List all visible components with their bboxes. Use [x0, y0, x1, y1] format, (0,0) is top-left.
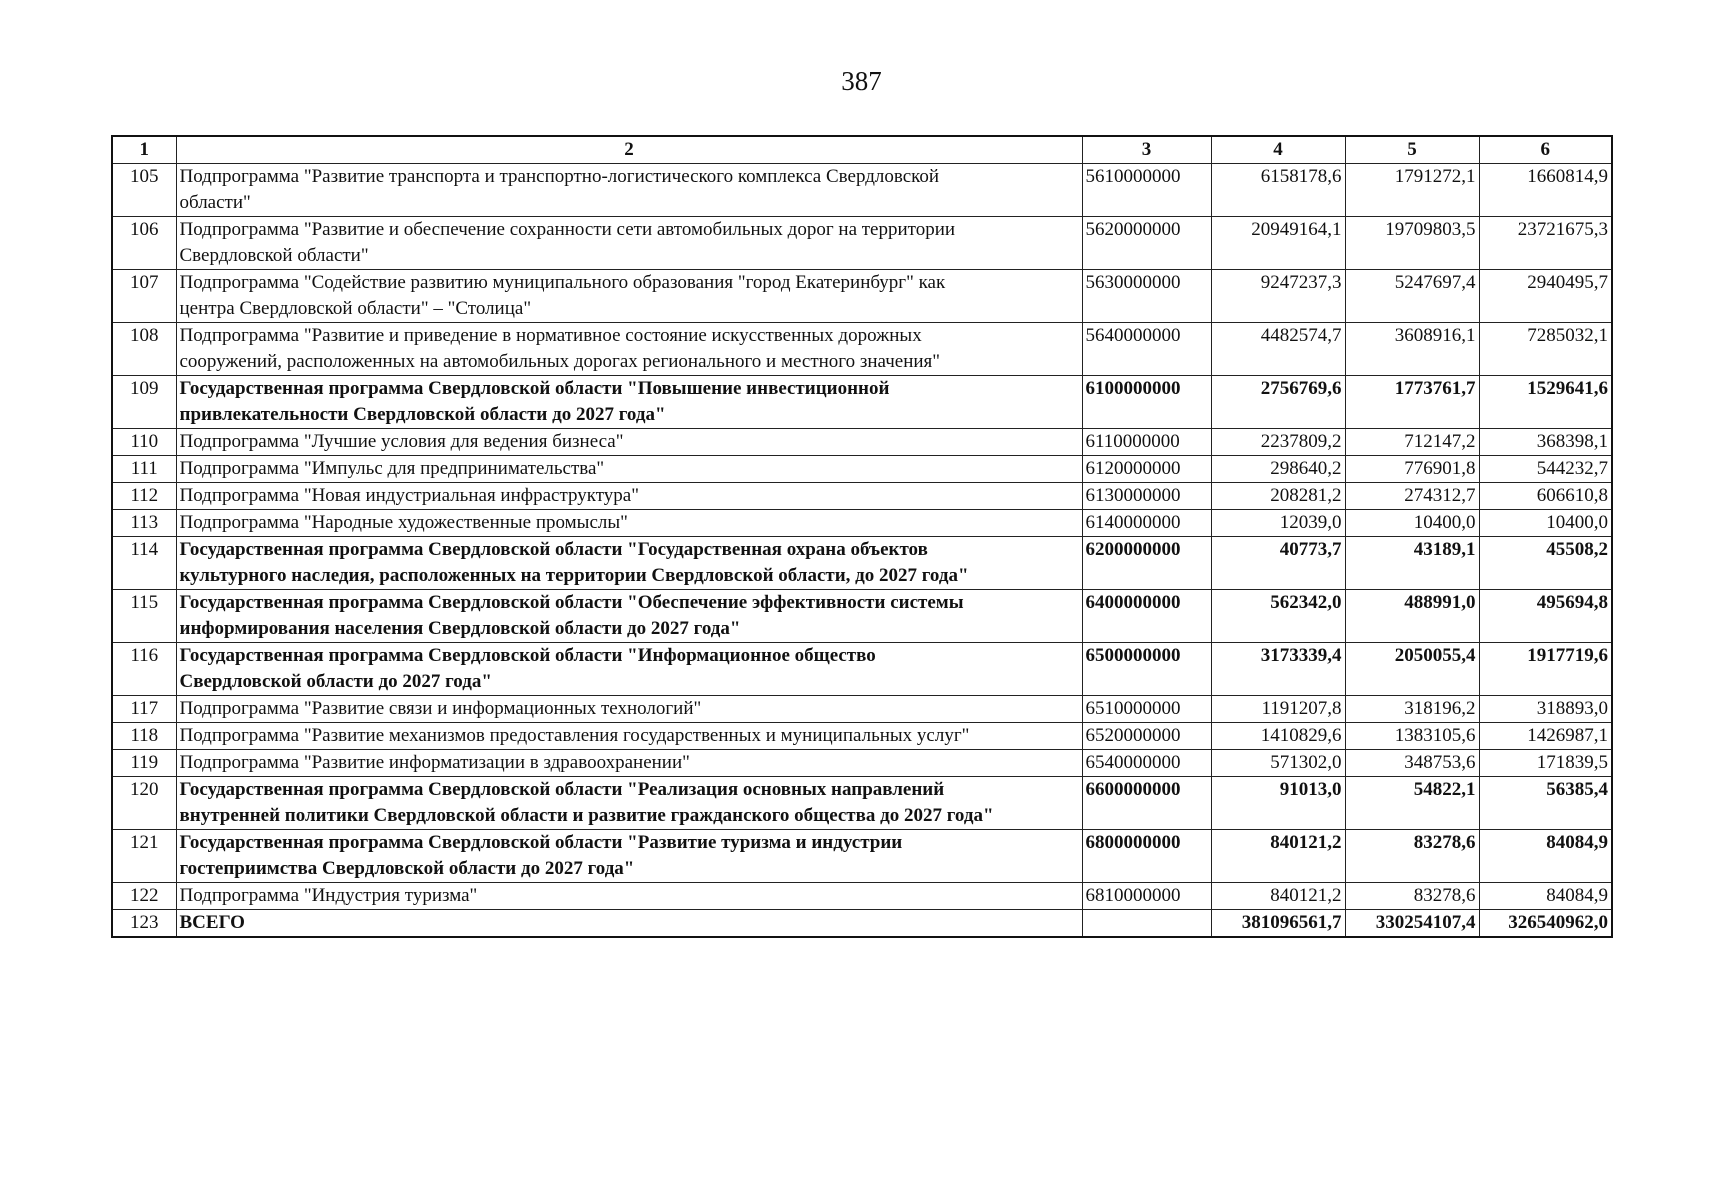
table-row: [112, 323, 1612, 376]
program-name: [176, 164, 1082, 217]
amount-col-6: 171839,5: [1479, 750, 1612, 777]
amount-col-5: 10400,0: [1345, 510, 1479, 537]
amount-col-4: 9247237,3: [1211, 270, 1345, 323]
amount-col-5: 712147,2: [1345, 429, 1479, 456]
amount-col-6: 84084,9: [1479, 830, 1612, 883]
amount-col-4: 840121,2: [1211, 883, 1345, 910]
table-row: [112, 164, 1612, 217]
amount-col-6: 1529641,6: [1479, 376, 1612, 429]
program-name-line: Государственная программа Свердловской области "Обеспечение эффективности системы: [179, 592, 964, 613]
amount-col-4: 40773,7: [1211, 537, 1345, 590]
table-header-row: [112, 136, 1612, 164]
table-row: [112, 910, 1612, 938]
program-name: [176, 217, 1082, 270]
program-name-line: Подпрограмма "Импульс для предпринимательства": [179, 458, 605, 479]
amount-col-5: 83278,6: [1345, 883, 1479, 910]
program-name: [176, 643, 1082, 696]
table-row: [112, 456, 1612, 483]
target-code: 5620000000: [1082, 217, 1211, 270]
row-number: 116: [112, 643, 176, 696]
program-name-line: Государственная программа Свердловской области "Государственная охрана объектов: [179, 539, 928, 560]
amount-col-4: 1191207,8: [1211, 696, 1345, 723]
amount-col-5: 19709803,5: [1345, 217, 1479, 270]
target-code: 6100000000: [1082, 376, 1211, 429]
amount-col-4: 6158178,6: [1211, 164, 1345, 217]
target-code: 6140000000: [1082, 510, 1211, 537]
target-code: 6510000000: [1082, 696, 1211, 723]
program-name-line: Свердловской области": [179, 245, 369, 266]
amount-col-4: 2237809,2: [1211, 429, 1345, 456]
column-header: 1: [112, 136, 176, 164]
program-name: [176, 483, 1082, 510]
program-name: [176, 270, 1082, 323]
amount-col-4: 840121,2: [1211, 830, 1345, 883]
column-header: 3: [1082, 136, 1211, 164]
row-number: 114: [112, 537, 176, 590]
program-name-line: Подпрограмма "Индустрия туризма": [179, 885, 478, 906]
amount-col-4: 20949164,1: [1211, 217, 1345, 270]
row-number: 111: [112, 456, 176, 483]
target-code: 6800000000: [1082, 830, 1211, 883]
target-code: 6110000000: [1082, 429, 1211, 456]
amount-col-4: 3173339,4: [1211, 643, 1345, 696]
row-number: 106: [112, 217, 176, 270]
amount-col-4: 91013,0: [1211, 777, 1345, 830]
amount-col-5: 318196,2: [1345, 696, 1479, 723]
page-number: 387: [841, 66, 882, 96]
budget-table: [111, 135, 1613, 938]
target-code: 5630000000: [1082, 270, 1211, 323]
amount-col-5: 348753,6: [1345, 750, 1479, 777]
amount-col-4: 1410829,6: [1211, 723, 1345, 750]
table-row: [112, 537, 1612, 590]
amount-col-6: 1917719,6: [1479, 643, 1612, 696]
amount-col-5: 2050055,4: [1345, 643, 1479, 696]
amount-col-6: 544232,7: [1479, 456, 1612, 483]
target-code: 6130000000: [1082, 483, 1211, 510]
table-row: [112, 376, 1612, 429]
amount-col-6: 45508,2: [1479, 537, 1612, 590]
row-number: 120: [112, 777, 176, 830]
amount-col-6: 606610,8: [1479, 483, 1612, 510]
table-row: [112, 590, 1612, 643]
amount-col-5: 54822,1: [1345, 777, 1479, 830]
table-row: [112, 723, 1612, 750]
target-code: [1082, 910, 1211, 938]
target-code: 5610000000: [1082, 164, 1211, 217]
amount-col-6: 326540962,0: [1479, 910, 1612, 938]
program-name: [176, 376, 1082, 429]
program-name-line: ВСЕГО: [179, 912, 245, 933]
amount-col-5: 776901,8: [1345, 456, 1479, 483]
program-name-line: Подпрограмма "Лучшие условия для ведения бизнеса": [179, 431, 624, 452]
row-number: 105: [112, 164, 176, 217]
table-row: [112, 643, 1612, 696]
target-code: 6520000000: [1082, 723, 1211, 750]
column-header: 2: [176, 136, 1082, 164]
row-number: 108: [112, 323, 176, 376]
row-number: 115: [112, 590, 176, 643]
amount-col-5: 83278,6: [1345, 830, 1479, 883]
column-header: 6: [1479, 136, 1612, 164]
row-number: 123: [112, 910, 176, 938]
amount-col-5: 43189,1: [1345, 537, 1479, 590]
table-row: [112, 777, 1612, 830]
program-name: [176, 323, 1082, 376]
program-name-line: информирования населения Свердловской области до 2027 года": [179, 618, 741, 639]
amount-col-6: 1426987,1: [1479, 723, 1612, 750]
program-name: [176, 537, 1082, 590]
amount-col-5: 274312,7: [1345, 483, 1479, 510]
row-number: 118: [112, 723, 176, 750]
amount-col-6: 7285032,1: [1479, 323, 1612, 376]
program-name-line: Подпрограмма "Народные художественные промыслы": [179, 512, 628, 533]
amount-col-5: 488991,0: [1345, 590, 1479, 643]
amount-col-4: 298640,2: [1211, 456, 1345, 483]
program-name: [176, 777, 1082, 830]
row-number: 121: [112, 830, 176, 883]
program-name-line: Государственная программа Свердловской области "Повышение инвестиционной: [179, 378, 890, 399]
program-name-line: гостеприимства Свердловской области до 2027 года": [179, 858, 635, 879]
target-code: 6400000000: [1082, 590, 1211, 643]
amount-col-5: 5247697,4: [1345, 270, 1479, 323]
table-row: [112, 510, 1612, 537]
row-number: 107: [112, 270, 176, 323]
table-row: [112, 217, 1612, 270]
program-name-line: Подпрограмма "Развитие и обеспечение сохранности сети автомобильных дорог на территории: [179, 219, 956, 240]
table-row: [112, 750, 1612, 777]
program-name-line: центра Свердловской области" – "Столица": [179, 298, 532, 319]
target-code: 6200000000: [1082, 537, 1211, 590]
row-number: 119: [112, 750, 176, 777]
target-code: 6540000000: [1082, 750, 1211, 777]
program-name: [176, 456, 1082, 483]
amount-col-6: 1660814,9: [1479, 164, 1612, 217]
amount-col-5: 3608916,1: [1345, 323, 1479, 376]
amount-col-6: 10400,0: [1479, 510, 1612, 537]
row-number: 109: [112, 376, 176, 429]
program-name-line: Подпрограмма "Развитие механизмов предоставления государственных и муниципальных услуг": [179, 725, 970, 746]
table-row: [112, 883, 1612, 910]
target-code: 6600000000: [1082, 777, 1211, 830]
table-row: [112, 270, 1612, 323]
amount-col-4: 2756769,6: [1211, 376, 1345, 429]
target-code: 6120000000: [1082, 456, 1211, 483]
target-code: 6810000000: [1082, 883, 1211, 910]
program-name-line: Государственная программа Свердловской области "Развитие туризма и индустрии: [179, 832, 903, 853]
program-name-line: Государственная программа Свердловской области "Реализация основных направлений: [179, 779, 945, 800]
program-name: [176, 510, 1082, 537]
program-name-line: привлекательности Свердловской области до 2027 года": [179, 404, 666, 425]
table-row: [112, 696, 1612, 723]
row-number: 110: [112, 429, 176, 456]
program-name-line: Подпрограмма "Новая индустриальная инфраструктура": [179, 485, 639, 506]
program-name-line: Подпрограмма "Развитие связи и информационных технологий": [179, 698, 702, 719]
amount-col-4: 4482574,7: [1211, 323, 1345, 376]
table-body: [112, 164, 1612, 938]
row-number: 122: [112, 883, 176, 910]
amount-col-6: 2940495,7: [1479, 270, 1612, 323]
program-name: [176, 723, 1082, 750]
amount-col-4: 562342,0: [1211, 590, 1345, 643]
table-row: [112, 830, 1612, 883]
table-row: [112, 483, 1612, 510]
program-name-line: Подпрограмма "Содействие развитию муниципального образования "город Екатеринбург" как: [179, 272, 946, 293]
row-number: 113: [112, 510, 176, 537]
program-name-line: Подпрограмма "Развитие информатизации в здравоохранении": [179, 752, 690, 773]
program-name-line: Подпрограмма "Развитие и приведение в нормативное состояние искусственных дорожных: [179, 325, 922, 346]
program-name: [176, 750, 1082, 777]
target-code: 5640000000: [1082, 323, 1211, 376]
program-name-line: Подпрограмма "Развитие транспорта и транспортно-логистического комплекса Свердловской: [179, 166, 940, 187]
program-name-line: Свердловской области до 2027 года": [179, 671, 492, 692]
amount-col-6: 23721675,3: [1479, 217, 1612, 270]
amount-col-5: 1383105,6: [1345, 723, 1479, 750]
program-name: [176, 883, 1082, 910]
amount-col-4: 208281,2: [1211, 483, 1345, 510]
row-number: 112: [112, 483, 176, 510]
column-header: 5: [1345, 136, 1479, 164]
amount-col-4: 571302,0: [1211, 750, 1345, 777]
column-header: 4: [1211, 136, 1345, 164]
program-name: [176, 696, 1082, 723]
program-name-line: Государственная программа Свердловской области "Информационное общество: [179, 645, 876, 666]
program-name-line: сооружений, расположенных на автомобильных дорогах регионального и местного значения": [179, 351, 941, 372]
amount-col-4: 12039,0: [1211, 510, 1345, 537]
amount-col-6: 56385,4: [1479, 777, 1612, 830]
amount-col-6: 368398,1: [1479, 429, 1612, 456]
amount-col-5: 330254107,4: [1345, 910, 1479, 938]
program-name: [176, 429, 1082, 456]
amount-col-5: 1791272,1: [1345, 164, 1479, 217]
row-number: 117: [112, 696, 176, 723]
program-name-line: внутренней политики Свердловской области и развитие гражданского общества до 2027 года": [179, 805, 994, 826]
amount-col-6: 84084,9: [1479, 883, 1612, 910]
amount-col-6: 495694,8: [1479, 590, 1612, 643]
table-row: [112, 429, 1612, 456]
amount-col-5: 1773761,7: [1345, 376, 1479, 429]
target-code: 6500000000: [1082, 643, 1211, 696]
amount-col-4: 381096561,7: [1211, 910, 1345, 938]
amount-col-6: 318893,0: [1479, 696, 1612, 723]
program-name-line: культурного наследия, расположенных на территории Свердловской области, до 2027 года": [179, 565, 969, 586]
program-name: [176, 910, 1082, 938]
program-name-line: области": [179, 192, 251, 213]
program-name: [176, 830, 1082, 883]
program-name: [176, 590, 1082, 643]
